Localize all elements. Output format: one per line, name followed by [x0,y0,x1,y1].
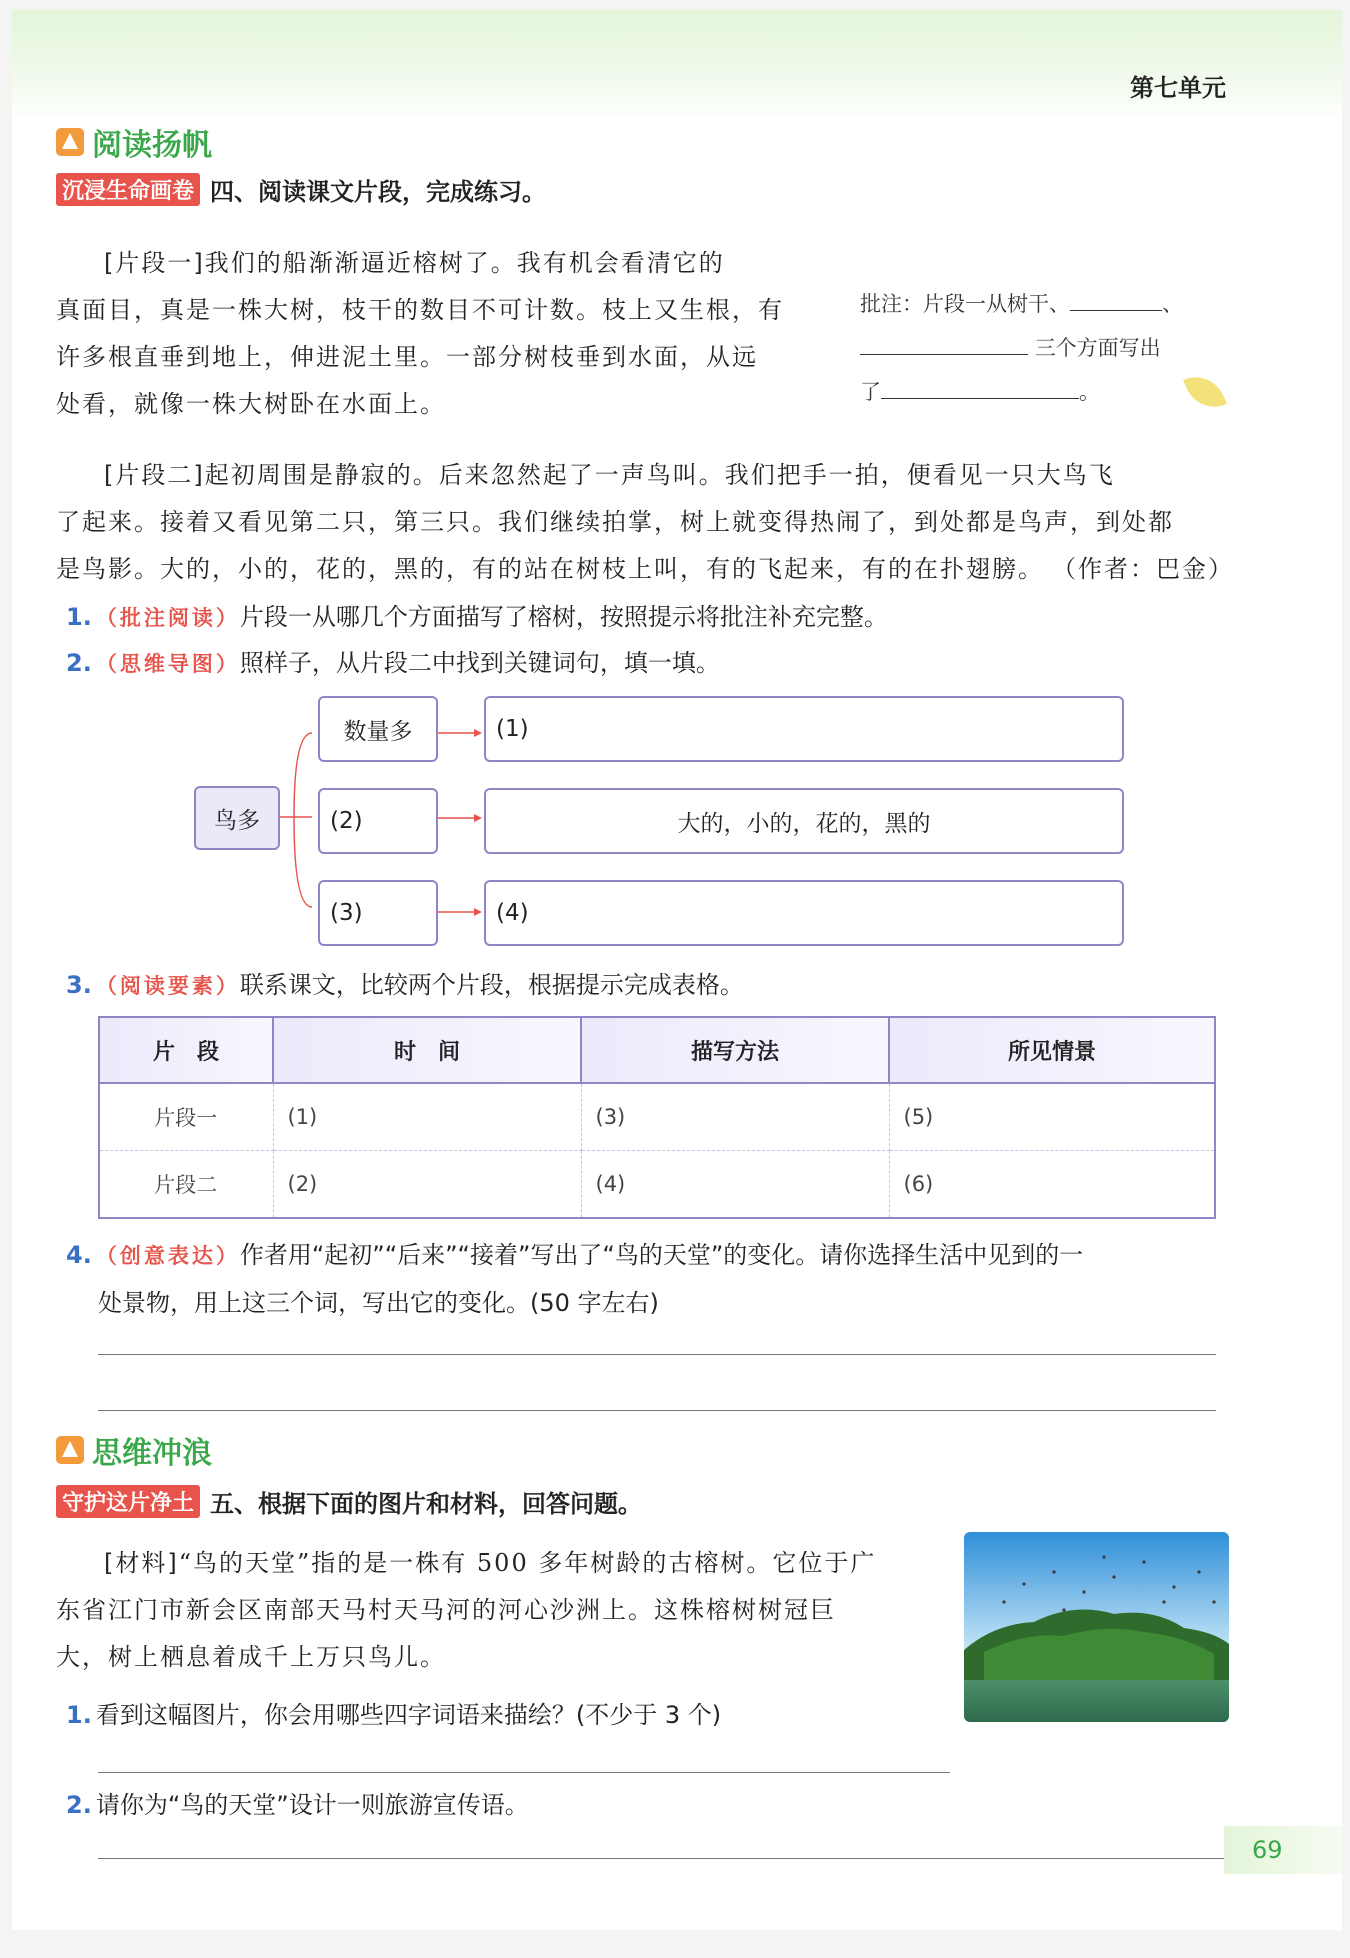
unit-title: 第七单元 [1130,74,1226,102]
fragment-two-line: 是鸟影。大的，小的，花的，黑的，有的站在树枝上叫，有的飞起来，有的在扑翅膀。 [56,555,1044,583]
table-cell-blank[interactable]: (1) [273,1083,581,1151]
fragment-two-label: [片段二] [104,461,205,489]
fragment-one-line: 真面目，真是一株大树，枝干的数目不可计数。枝上又生根，有 [56,296,784,324]
table-cell: 片段一 [99,1083,273,1151]
question-text: 联系课文，比较两个片段，根据提示完成表格。 [239,971,744,999]
question-text: 片段一从哪几个方面描写了榕树，按照提示将批注补充完整。 [239,603,888,631]
table-header: 时 间 [273,1017,581,1083]
wave-icon [56,1436,84,1464]
question-number: 4. [66,1241,92,1269]
table-header: 描写方法 [581,1017,889,1083]
fragment-one-label: [片段一] [104,249,205,277]
question-3 [66,962,744,1009]
answer-line[interactable] [98,1354,1216,1355]
material-line: 大，树上栖息着成千上万只鸟儿。 [56,1643,446,1671]
question-4-continued: 处景物，用上这三个词，写出它的变化。(50 字左右) [98,1289,659,1317]
answer-line[interactable] [98,1410,1216,1411]
mindmap-branch-blank[interactable]: (2) [318,788,438,854]
banyan-tree-image [964,1532,1229,1722]
workbook-page [12,10,1342,1930]
table-header: 片 段 [99,1017,273,1083]
reading-section-title: 阅读扬帆 [92,128,212,163]
annotation-prefix: 批注：片段一从树干、 [860,292,1070,316]
table-cell: 片段二 [99,1151,273,1219]
mindmap-answer: 大的，小的，花的，黑的 [484,788,1124,854]
fragment-one-line: 我们的船渐渐逼近榕树了。我有机会看清它的 [204,249,725,277]
table-row [99,1151,1215,1219]
mindmap-root: 鸟多 [194,786,280,850]
material-label: [材料] [104,1549,179,1577]
question-text: 看到这幅图片，你会用哪些四字词语来描绘？(不少于 3 个) [95,1701,722,1729]
question-text: 作者用“起初”“后来”“接着”写出了“鸟的天堂”的变化。请你选择生活中见到的一 [239,1241,1084,1269]
material-line: “鸟的天堂”指的是一株有 500 多年树龄的古榕树。它位于广 [178,1549,877,1577]
page-number: 69 [1224,1826,1342,1874]
mindmap-branch: 数量多 [318,696,438,762]
question-4 [66,1232,1083,1279]
question-keyword: （阅读要素） [95,973,240,998]
question-keyword: （批注阅读） [95,605,240,630]
answer-line[interactable] [98,1772,950,1773]
mindmap-answer-blank[interactable]: (1) [484,696,1124,762]
task-five-line [56,1484,642,1519]
thinking-section-title: 思维冲浪 [92,1436,212,1471]
annotation-separator: 、 [1162,292,1183,316]
table-cell-blank[interactable]: (6) [889,1151,1215,1219]
question-number: 1. [66,1701,92,1729]
banyan-photo [964,1532,1229,1722]
question-keyword: （创意表达） [95,1243,240,1268]
mindmap-answer-blank[interactable]: (4) [484,880,1124,946]
material-question-2 [66,1782,529,1829]
task-text: 五、根据下面的图片和材料，回答问题。 [210,1490,643,1518]
annotation-mid: 三个方面写出 [1034,336,1161,360]
question-number: 2. [66,1791,92,1819]
table-cell-blank[interactable]: (3) [581,1083,889,1151]
fragment-two-line: 起初周围是静寂的。后来忽然起了一声鸟叫。我们把手一拍，便看见一只大鸟飞 [204,461,1115,489]
table-cell-blank[interactable]: (2) [273,1151,581,1219]
table-cell-blank[interactable]: (4) [581,1151,889,1219]
task-text: 四、阅读课文片段，完成练习。 [210,178,547,206]
material-paragraph [56,1540,950,1681]
annotation-end-prefix: 了 [860,380,881,404]
question-number: 1. [66,603,92,631]
answer-line[interactable] [98,1858,1224,1859]
material-line: 东省江门市新会区南部天马村天马河的河心沙洲上。这株榕树树冠巨 [56,1596,836,1624]
question-keyword: （思维导图） [95,651,240,676]
annotation-end: 。 [1079,380,1100,404]
question-number: 2. [66,649,92,677]
table-header: 所见情景 [889,1017,1215,1083]
mindmap-branch-blank[interactable]: (3) [318,880,438,946]
thinking-section-header [56,1428,212,1472]
table-cell-blank[interactable]: (5) [889,1083,1215,1151]
fragment-one-line: 处看，就像一株大树卧在水面上。 [56,390,446,418]
mindmap-connectors [12,10,1342,1010]
comparison-table [98,1016,1216,1219]
question-text: 照样子，从片段二中找到关键词句，填一填。 [239,649,720,677]
task-tag: 守护这片净土 [56,1485,200,1518]
fragment-author: （作者：巴金） [1052,555,1234,583]
fragment-two-line: 了起来。接着又看见第二只，第三只。我们继续拍掌，树上就变得热闹了，到处都是鸟声，到处都 [56,508,1174,536]
task-tag: 沉浸生命画卷 [56,173,200,206]
table-row [99,1083,1215,1151]
question-text: 请你为“鸟的天堂”设计一则旅游宣传语。 [95,1791,529,1819]
question-number: 3. [66,971,92,999]
fragment-one-line: 许多根直垂到地上，伸进泥土里。一部分树枝垂到水面，从远 [56,343,758,371]
material-question-1 [66,1692,721,1739]
